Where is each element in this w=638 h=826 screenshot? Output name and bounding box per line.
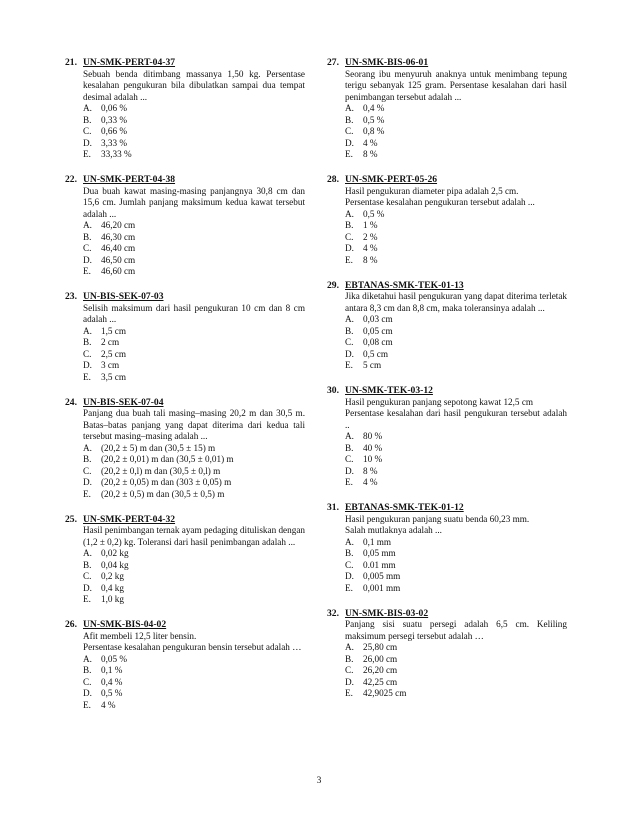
answer-options	[65, 443, 305, 501]
answer-option	[83, 220, 305, 232]
option-text: 0,8 %	[363, 126, 385, 136]
question-source-code: UN-SMK-BIS-06-01	[345, 57, 429, 68]
option-text: 3,5 cm	[101, 371, 127, 382]
question-number: 21.	[65, 57, 77, 68]
option-text: 0,2 kg	[101, 571, 124, 581]
option-letter: A.	[83, 548, 92, 558]
answer-option	[345, 149, 567, 161]
answer-option	[345, 337, 567, 349]
answer-option	[345, 477, 567, 489]
answer-option	[83, 454, 305, 466]
question-block	[65, 397, 305, 501]
option-letter: B.	[345, 220, 354, 230]
option-text: 46,40 cm	[101, 243, 136, 253]
option-text: 2 cm	[101, 337, 120, 347]
option-text: 42,25 cm	[363, 676, 398, 687]
question-number: 27.	[327, 57, 339, 68]
question-header	[65, 619, 305, 631]
question-text: Persentase kesalahan pengukuran tersebut adalah ...	[345, 197, 535, 207]
question-number: 29.	[327, 279, 339, 291]
answer-option	[83, 688, 305, 700]
option-letter: E.	[345, 254, 353, 265]
option-text: 0,001 mm	[363, 582, 401, 593]
answer-option	[83, 243, 305, 255]
option-text: 0,4 %	[101, 676, 123, 687]
option-text: 0,02 kg	[101, 548, 129, 558]
option-text: 3,33 %	[101, 137, 128, 148]
answer-option	[345, 537, 567, 549]
option-letter: D.	[83, 254, 92, 265]
option-text: 0,05 mm	[363, 548, 396, 558]
option-text: 8 %	[363, 149, 378, 159]
answer-option	[345, 255, 567, 267]
question-header	[65, 397, 305, 409]
answer-option	[345, 103, 567, 115]
option-text: (20,2 ± 0,5) m dan (30,5 ± 0,5) m	[101, 488, 225, 499]
option-letter: A.	[83, 442, 92, 453]
question-number: 31.	[327, 502, 339, 513]
answer-option	[345, 665, 567, 677]
question-source-code: UN-SMK-PERT-05-26	[345, 174, 438, 185]
answer-option	[83, 560, 305, 572]
option-letter: B.	[83, 114, 92, 125]
question-block	[327, 174, 567, 266]
answer-options	[65, 103, 305, 161]
answer-option	[345, 571, 567, 583]
answer-option	[83, 489, 305, 501]
answer-option	[345, 642, 567, 654]
option-text: 3 cm	[101, 360, 120, 370]
question-source-code: UN-BIS-SEK-07-03	[83, 291, 164, 302]
option-letter: B.	[83, 665, 92, 675]
question-header	[65, 514, 305, 526]
answer-option	[83, 594, 305, 606]
answer-option	[345, 431, 567, 443]
question-source-code: UN-BIS-SEK-07-04	[83, 396, 164, 408]
option-text: 0,05 %	[101, 653, 128, 664]
option-text: 0,5 cm	[363, 348, 389, 359]
question-header	[65, 174, 305, 186]
option-text: 25,80 cm	[363, 642, 398, 652]
option-text: 40 %	[363, 442, 383, 453]
answer-option	[83, 232, 305, 244]
option-letter: D.	[83, 582, 92, 593]
answer-option	[345, 688, 567, 700]
answer-option	[83, 103, 305, 115]
option-text: 4 %	[363, 137, 378, 148]
option-letter: B.	[83, 454, 92, 464]
question-header	[327, 502, 567, 514]
answer-option	[83, 583, 305, 595]
option-text: 0,06 %	[101, 103, 128, 113]
answer-option	[345, 138, 567, 150]
answer-option	[83, 700, 305, 712]
answer-option	[83, 571, 305, 583]
option-letter: A.	[83, 220, 92, 230]
answer-option	[345, 654, 567, 666]
option-text: 5 cm	[363, 360, 382, 370]
question-number: 24.	[65, 396, 77, 408]
question-header	[327, 174, 567, 186]
question-source-code: UN-SMK-PERT-04-38	[83, 174, 176, 185]
question-text: Hasil pengukuran panjang suatu benda 60,23 mm.	[345, 513, 530, 524]
question-number: 26.	[65, 619, 77, 630]
option-letter: D.	[345, 348, 354, 359]
option-letter: D.	[83, 360, 92, 370]
answer-options	[327, 642, 567, 700]
answer-option	[345, 349, 567, 361]
option-letter: B.	[345, 653, 354, 664]
question-header	[327, 385, 567, 397]
option-letter: A.	[345, 314, 354, 324]
option-letter: D.	[345, 243, 354, 253]
option-text: (20,2 ± 0,05) m dan (303 ± 0,05) m	[101, 477, 232, 487]
question-text: Selisih maksimum dari hasil pengukuran 10 cm dan 8 cm adalah ...	[83, 302, 305, 324]
answer-option	[83, 654, 305, 666]
question-text: Jika diketahui hasil pengukuran yang dapat diterima terletak antara 8,3 cm dan 8,8 cm, maka toleransinya adalah ...	[345, 291, 567, 313]
option-letter: E.	[83, 594, 91, 604]
option-text: 46,50 cm	[101, 254, 136, 265]
option-letter: A.	[345, 208, 354, 219]
option-letter: D.	[83, 137, 92, 148]
option-text: 0.01 mm	[363, 559, 396, 570]
option-text: 0,66 %	[101, 126, 128, 136]
option-text: 0,33 %	[101, 114, 128, 125]
question-block	[327, 280, 567, 372]
question-number: 22.	[65, 174, 77, 185]
question-block	[65, 174, 305, 278]
question-block	[327, 385, 567, 489]
question-block	[65, 57, 305, 161]
answer-option	[83, 115, 305, 127]
option-letter: B.	[83, 231, 92, 242]
option-text: (20,2 ± 5) m dan (30,5 ± 15) m	[101, 442, 216, 453]
answer-option	[83, 337, 305, 349]
option-letter: C.	[345, 559, 354, 570]
option-letter: A.	[83, 653, 92, 664]
option-text: 0,1 mm	[363, 536, 392, 547]
option-text: 1 %	[363, 220, 378, 230]
option-text: 26,00 cm	[363, 653, 398, 664]
answer-option	[83, 466, 305, 478]
option-letter: A.	[83, 325, 92, 336]
option-letter: E.	[83, 488, 91, 499]
option-letter: A.	[345, 431, 354, 441]
answer-option	[83, 138, 305, 150]
question-text: Hasil pengukuran panjang sepotong kawat 12,5 cm	[345, 396, 534, 407]
option-text: 46,60 cm	[101, 266, 136, 276]
option-letter: A.	[83, 103, 92, 113]
option-letter: A.	[345, 536, 354, 547]
question-number: 30.	[327, 385, 339, 396]
question-number: 32.	[327, 607, 339, 619]
question-source-code: UN-SMK-BIS-03-02	[345, 607, 429, 619]
option-text: 42,9025 cm	[363, 688, 407, 698]
option-text: 0,5 %	[363, 114, 385, 125]
question-block	[65, 619, 305, 711]
option-text: 0,1 %	[101, 665, 123, 675]
option-letter: B.	[83, 559, 92, 570]
question-header	[327, 608, 567, 620]
answer-option	[83, 266, 305, 278]
answer-option	[345, 314, 567, 326]
answer-options	[65, 548, 305, 606]
question-source-code: UN-SMK-PERT-04-37	[83, 57, 176, 68]
option-text: 2,5 cm	[101, 348, 127, 359]
answer-options	[65, 326, 305, 384]
option-letter: C.	[83, 465, 92, 476]
left-column	[65, 57, 305, 725]
question-number: 25.	[65, 513, 77, 525]
option-letter: C.	[345, 231, 354, 242]
option-letter: C.	[83, 676, 92, 687]
answer-options	[65, 220, 305, 278]
option-text: 80 %	[363, 431, 383, 441]
answer-option	[83, 665, 305, 677]
option-letter: D.	[345, 676, 354, 687]
answer-options	[327, 314, 567, 372]
option-text: 0,04 kg	[101, 559, 129, 570]
answer-option	[345, 466, 567, 478]
option-letter: E.	[83, 149, 91, 159]
option-text: 0,4 kg	[101, 582, 124, 593]
option-letter: C.	[83, 243, 92, 253]
page-number: 3	[316, 776, 322, 786]
option-letter: C.	[345, 337, 354, 347]
question-text: Sebuah benda ditimbang massanya 1,50 kg. Persentase kesalahan pengukuran bila dibulatkan sampai dua tempat desimal adalah ...	[83, 68, 305, 102]
answer-option	[345, 209, 567, 221]
answer-option	[83, 372, 305, 384]
answer-option	[83, 443, 305, 455]
question-number: 23.	[65, 291, 77, 302]
answer-option	[345, 548, 567, 560]
answer-option	[345, 677, 567, 689]
answer-option	[83, 326, 305, 338]
option-letter: E.	[345, 582, 353, 593]
option-text: 0,4 %	[363, 103, 385, 113]
option-text: 0,03 cm	[363, 314, 393, 324]
answer-option	[345, 126, 567, 138]
answer-option	[83, 360, 305, 372]
answer-option	[83, 477, 305, 489]
option-text: 4 %	[363, 477, 378, 487]
answer-options	[65, 654, 305, 712]
option-text: 0,005 mm	[363, 571, 401, 581]
question-block	[327, 608, 567, 700]
answer-option	[345, 360, 567, 372]
option-letter: D.	[83, 688, 92, 698]
option-text: 26,20 cm	[363, 665, 398, 675]
option-text: 46,20 cm	[101, 220, 136, 230]
option-letter: D.	[345, 137, 354, 148]
option-text: 0,05 cm	[363, 325, 393, 336]
answer-option	[83, 255, 305, 267]
option-letter: B.	[345, 548, 354, 558]
option-letter: D.	[345, 465, 354, 476]
option-letter: B.	[345, 114, 354, 125]
option-letter: E.	[83, 371, 91, 382]
question-block	[327, 57, 567, 161]
option-letter: C.	[345, 454, 354, 464]
answer-option	[83, 149, 305, 161]
question-text: Afit membeli 12,5 liter bensin.	[83, 630, 197, 641]
question-text: Hasil pengukuran diameter pipa adalah 2,5 cm.	[345, 185, 519, 196]
question-source-code: EBTANAS-SMK-TEK-01-12	[345, 502, 464, 513]
question-header	[65, 57, 305, 69]
option-text: 4 %	[101, 699, 116, 710]
answer-option	[345, 326, 567, 338]
option-letter: B.	[83, 337, 92, 347]
answer-option	[345, 115, 567, 127]
question-number: 28.	[327, 174, 339, 185]
option-letter: D.	[83, 477, 92, 487]
question-block	[327, 502, 567, 594]
option-text: 0,5 %	[363, 208, 385, 219]
question-text: Salah mutlaknya adalah ...	[345, 525, 442, 535]
option-text: 10 %	[363, 454, 383, 464]
option-text: 8 %	[363, 465, 378, 476]
answer-option	[345, 560, 567, 572]
option-text: (20,2 ± 0,l) m dan (30,5 ± 0,l) m	[101, 465, 221, 476]
answer-option	[83, 126, 305, 138]
answer-option	[345, 243, 567, 255]
question-block	[65, 514, 305, 606]
question-text: Dua buah kawat masing-masing panjangnya 30,8 cm dan 15,6 cm. Jumlah panjang maksimum kedua kawat tersebut adalah ...	[83, 185, 305, 219]
option-text: (20,2 ± 0,01) m dan (30,5 ± 0,01) m	[101, 454, 234, 464]
option-letter: C.	[83, 126, 92, 136]
answer-option	[83, 349, 305, 361]
question-text: Panjang sisi suatu persegi adalah 6,5 cm. Keliling maksimum persegi tersebut adalah …	[345, 619, 567, 641]
question-source-code: UN-SMK-BIS-04-02	[83, 619, 167, 630]
question-header	[327, 57, 567, 69]
option-text: 8 %	[363, 254, 378, 265]
option-letter: A.	[345, 642, 354, 652]
question-source-code: EBTANAS-SMK-TEK-01-13	[345, 279, 464, 291]
answer-option	[345, 454, 567, 466]
option-letter: A.	[345, 103, 354, 113]
option-letter: C.	[83, 348, 92, 359]
question-text: Hasil penimbangan ternak ayam pedaging dituliskan dengan (1,2 ± 0,2) kg. Toleransi dari hasil penimbangan adalah ...	[83, 525, 305, 547]
answer-option	[345, 443, 567, 455]
question-text: Persentase kesalahan pengukuran bensin tersebut adalah …	[83, 642, 302, 652]
question-text: Persentase kesalahan dari hasil pengukuran tersebut adalah ..	[345, 408, 567, 430]
answer-option	[83, 548, 305, 560]
answer-options	[327, 431, 567, 489]
option-letter: C.	[83, 571, 92, 581]
option-text: 1,0 kg	[101, 594, 124, 604]
question-text: Panjang dua buah tali masing–masing 20,2 m dan 30,5 m. Batas–batas panjang yang dapat diterima dari kedua tali tersebut masing–masing adalah ...	[83, 408, 305, 441]
option-text: 4 %	[363, 243, 378, 253]
answer-option	[345, 583, 567, 595]
right-column	[327, 57, 567, 713]
option-letter: E.	[345, 360, 353, 370]
option-text: 2 %	[363, 231, 378, 242]
question-header	[327, 280, 567, 292]
option-text: 0,5 %	[101, 688, 123, 698]
option-letter: B.	[345, 325, 354, 336]
answer-options	[327, 537, 567, 595]
option-letter: E.	[83, 699, 91, 710]
option-letter: C.	[345, 126, 354, 136]
option-text: 33,33 %	[101, 149, 132, 159]
answer-option	[345, 232, 567, 244]
option-text: 0,08 cm	[363, 337, 393, 347]
option-letter: C.	[345, 665, 354, 675]
question-source-code: UN-SMK-PERT-04-32	[83, 513, 176, 525]
answer-option	[345, 220, 567, 232]
question-block	[65, 291, 305, 383]
question-header	[65, 291, 305, 303]
answer-options	[327, 103, 567, 161]
option-letter: E.	[345, 688, 353, 698]
option-text: 1,5 cm	[101, 325, 127, 336]
option-letter: E.	[83, 266, 91, 276]
option-text: 46,30 cm	[101, 231, 136, 242]
question-text: Seorang ibu menyuruh anaknya untuk menimbang tepung terigu sebanyak 125 gram. Persentase kesalahan dari hasil penimbangan tersebut adalah ...	[345, 68, 567, 102]
option-letter: D.	[345, 571, 354, 581]
option-letter: E.	[345, 477, 353, 487]
option-letter: B.	[345, 442, 354, 453]
option-letter: E.	[345, 149, 353, 159]
answer-options	[327, 209, 567, 267]
question-source-code: UN-SMK-TEK-03-12	[345, 385, 433, 396]
answer-option	[83, 677, 305, 689]
